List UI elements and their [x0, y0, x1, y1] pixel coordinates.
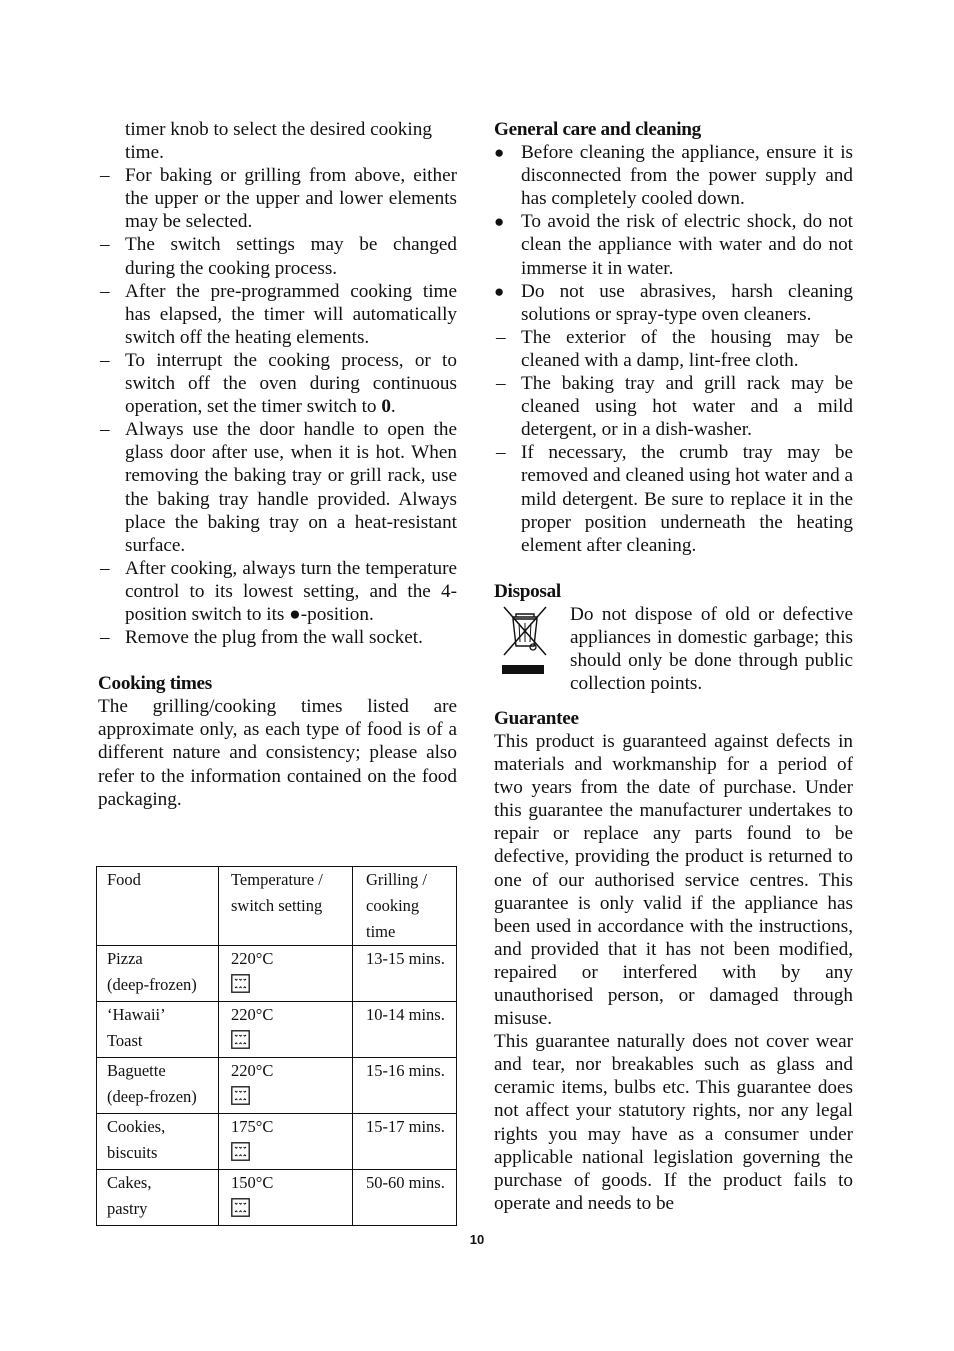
left-column	[98, 118, 457, 811]
list-item: ● To avoid the risk of electric shock, do not clean the appliance with water and do not immerse it in water.	[494, 211, 853, 279]
disposal-text: Do not dispose of old or defective appliances in domestic garbage; this should only be done through public collection points.	[570, 603, 853, 695]
table-row	[97, 1114, 457, 1170]
intro-continuation: timer knob to select the desired cooking time.	[125, 119, 432, 164]
bullet-marker: ●	[494, 212, 505, 232]
upper-and-lower-heat-icon	[231, 1198, 250, 1217]
list-item: ● Before cleaning the appliance, ensure it is disconnected from the power supply and has completely cooled down.	[494, 142, 853, 210]
list-item: ● Do not use abrasives, harsh cleaning solutions or spray-type oven cleaners.	[494, 280, 853, 325]
table-row	[97, 1170, 457, 1226]
list-item: – To interrupt the cooking process, or to switch off the oven during continuous operation, set the timer switch to 0.	[100, 349, 457, 418]
temperature-cell: 220°C	[219, 1058, 353, 1114]
time-cell: 15-16 mins.	[353, 1058, 457, 1114]
header-food: Food	[97, 867, 219, 946]
dash-marker: –	[100, 280, 110, 302]
food-cell: Pizza (deep-frozen)	[97, 946, 219, 1002]
list-item: – The exterior of the housing may be cleaned with a damp, lint-free cloth.	[496, 326, 853, 371]
care-heading: General care and cleaning	[494, 119, 701, 140]
guarantee-para-1: This product is guaranteed against defects in materials and workmanship for a period of two years from the date of purchase. Under this guarantee the manufacturer undertakes to repair or replace any parts found to be defective, providing the product is returned to one of our authorised service centres. This guarantee is only valid if the appliance has been used in accordance with the instructions, and provided that it has not been modified, repaired or interfered with by any unauthorised person, or damaged through misuse.	[494, 730, 853, 1030]
header-time: Grilling / cooking time	[353, 867, 457, 946]
time-cell: 13-15 mins.	[353, 946, 457, 1002]
dash-marker: –	[100, 419, 110, 441]
list-item: – After the pre-programmed cooking time has elapsed, the timer will automatically switch off the heating elements.	[100, 280, 457, 348]
food-cell: Baguette (deep-frozen)	[97, 1058, 219, 1114]
list-item: – The baking tray and grill rack may be cleaned using hot water and a mild detergent, or in a dish-washer.	[496, 373, 853, 441]
time-cell: 10-14 mins.	[353, 1002, 457, 1058]
food-cell: ‘Hawaii’ Toast	[97, 1002, 219, 1058]
bullet-marker: ●	[494, 143, 505, 163]
header-temperature: Temperature / switch setting	[219, 867, 353, 946]
dash-marker: –	[100, 234, 110, 256]
timer-zero-setting: 0	[381, 396, 391, 418]
list-item: – Remove the plug from the wall socket.	[100, 627, 423, 649]
table-row	[97, 1058, 457, 1114]
time-cell: 15-17 mins.	[353, 1114, 457, 1170]
dash-marker: –	[100, 349, 110, 371]
table-row	[97, 946, 457, 1002]
cooking-times-table	[96, 866, 457, 1226]
list-item: – For baking or grilling from above, either the upper or the upper and lower elements may be selected.	[100, 165, 457, 233]
guarantee-para-2: This guarantee naturally does not cover wear and tear, nor breakables such as glass and ceramic items, bulbs etc. This guarantee does not affect your statutory rights, nor any legal rights you may have as a consumer under applicable national legislation governing the purchase of goods. If the product fails to operate and needs to be	[494, 1031, 853, 1214]
dash-marker: –	[100, 627, 110, 649]
time-cell: 50-60 mins.	[353, 1170, 457, 1226]
food-cell: Cookies, biscuits	[97, 1114, 219, 1170]
dash-marker: –	[496, 442, 506, 464]
disposal-block	[494, 603, 853, 695]
list-item: – The switch settings may be changed during the cooking process.	[100, 234, 457, 279]
list-item: – After cooking, always turn the temperature control to its lowest setting, and the 4-position switch to its ●-position.	[100, 557, 457, 625]
crossed-out-wheelie-bin-icon	[500, 603, 550, 677]
dash-marker: –	[496, 326, 506, 348]
page-number: 10	[469, 1232, 485, 1247]
disposal-heading: Disposal	[494, 580, 561, 602]
dash-marker: –	[496, 373, 506, 395]
table-header-row	[97, 867, 457, 946]
temperature-cell: 220°C	[219, 946, 353, 1002]
food-cell: Cakes, pastry	[97, 1170, 219, 1226]
dash-marker: –	[100, 165, 110, 187]
temperature-cell: 150°C	[219, 1170, 353, 1226]
table-row	[97, 1002, 457, 1058]
upper-and-lower-heat-icon	[231, 1086, 250, 1105]
list-item: – If necessary, the crumb tray may be removed and cleaned using hot water and a mild detergent. Be sure to replace it in the proper position underneath the heating element after cleaning.	[496, 442, 853, 556]
dash-marker: –	[100, 557, 110, 579]
right-column	[494, 118, 853, 1215]
upper-and-lower-heat-icon	[231, 1142, 250, 1161]
cooking-times-heading: Cooking times	[98, 673, 212, 695]
bullet-marker: ●	[494, 281, 505, 301]
guarantee-heading: Guarantee	[494, 707, 579, 729]
upper-and-lower-heat-icon	[231, 1030, 250, 1049]
upper-and-lower-heat-icon	[231, 974, 250, 993]
list-item: – Always use the door handle to open the glass door after use, when it is hot. When removing the baking tray or grill rack, use the baking tray handle provided. Always place the baking tray on a heat-resistant surface.	[100, 419, 457, 556]
temperature-cell: 220°C	[219, 1002, 353, 1058]
cooking-times-body: The grilling/cooking times listed are approximate only, as each type of food is of a different nature and consistency; please also refer to the information contained on the food packaging.	[98, 696, 457, 810]
temperature-cell: 175°C	[219, 1114, 353, 1170]
